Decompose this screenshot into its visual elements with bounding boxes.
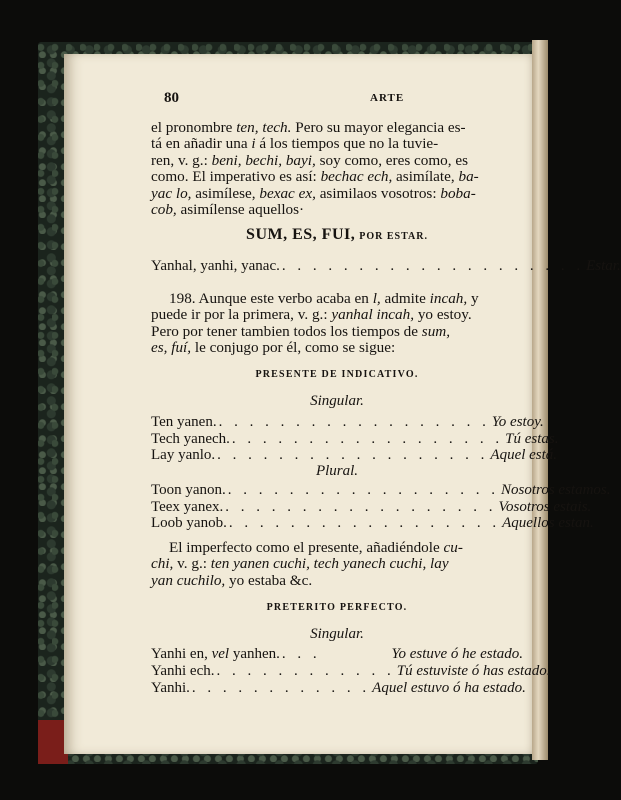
leader-dots: . . . . . . . . . . . . <box>191 680 371 696</box>
page-header <box>164 90 532 108</box>
conjugation-row: Yanhi ech. . . . . . . . . . . . . Tú estuviste ó has estado. <box>151 663 551 679</box>
conjugation-row: Yanhi en, vel yanhen. . . . Yo estuve ó he estado. <box>151 646 523 662</box>
conjugation-row: Loob yanob. . . . . . . . . . . . . . . . . . . Aquellos estan. <box>151 515 594 531</box>
p1-line: cob, asimílense aquellos· <box>151 201 305 219</box>
leader-dots: . . . . . . . . . . . . <box>216 663 395 679</box>
page-number: 80 <box>164 90 179 106</box>
p3-line: yan cuchilo, yo estaba &c. <box>151 571 313 589</box>
p3-line: chi, v. g.: ten yanen cuchi, tech yanech cuchi, lay <box>151 555 449 573</box>
leader-dots: . . . . . . . . . . . . . . . . . . <box>228 515 501 531</box>
leader-dots: . . . <box>281 646 321 662</box>
p1-line: como. El imperativo es así: bechac ech, asimílate, ba- <box>151 168 479 186</box>
conjugation-row: Lay yanlo. . . . . . . . . . . . . . . . . . . Aquel está. <box>151 447 558 463</box>
paragraph-1 <box>151 120 523 218</box>
leader-dots: . . . . . . . . . . . . . . . . . . <box>225 499 497 515</box>
leader-dots: . . . . . . . . . . . . . . . . . . <box>218 414 490 430</box>
leader-dots: . . . . . . . . . . . . . . . . . . <box>217 447 489 463</box>
p3-line: El imperfecto como el presente, añadiéndole cu- <box>169 539 463 556</box>
leader-dots: . . . . . . . . . . . . . . . . . . <box>227 482 500 498</box>
running-title: ARTE <box>370 92 405 104</box>
preterite-title: PRETERITO PERFECTO. <box>266 602 408 613</box>
preterite-singular-label: Singular. <box>310 626 364 642</box>
page-edges <box>532 40 548 760</box>
p2-line: 198. Aunque este verbo acaba en l, admite incah, y <box>169 290 479 307</box>
p1-line: ren, v. g.: beni, bechi, bayi, soy como, eres como, es <box>151 151 469 169</box>
conjugation-row: Toon yanon. . . . . . . . . . . . . . . . . . . Nosotros estamos. <box>151 482 611 498</box>
paragraph-2 <box>151 291 523 357</box>
book-page <box>64 54 621 754</box>
p1-line: tá en añadir una i á los tiempos que no la tuvie- <box>151 135 439 153</box>
p2-line: Pero por tener tambien todos los tiempos de sum, <box>151 322 451 340</box>
p1-line: el pronombre ten, tech. Pero su mayor elegancia es- <box>151 119 466 136</box>
leader-dots: . . . . . . . . . . . . . . . . . . . . <box>281 258 585 274</box>
conjugation-row: Yanhi. . . . . . . . . . . . . Aquel estuvo ó ha estado. <box>151 680 526 696</box>
leader-dots: . . . . . . . . . . . . . . . . . . <box>231 431 504 447</box>
present-singular-label: Singular. <box>310 393 364 409</box>
infinitive-row: Yanhal, yanhi, yanac. . . . . . . . . . . . . . . . . . . . . Estar. <box>151 258 621 274</box>
present-indicative-title: PRESENTE DE INDICATIVO. <box>255 369 419 380</box>
p2-line: puede ir por la primera, v. g.: yanhal incah, yo estoy. <box>151 306 472 324</box>
section-heading: SUM, ES, FUI, POR ESTAR. <box>246 226 428 243</box>
p2-line: es, fuí, le conjugo por él, como se sigue: <box>151 339 396 357</box>
paragraph-3 <box>151 540 523 589</box>
present-plural-label: Plural. <box>315 463 359 479</box>
conjugation-row: Tech yanech. . . . . . . . . . . . . . . . . . . Tú estas. <box>151 431 559 447</box>
conjugation-row: Ten yanen. . . . . . . . . . . . . . . . . . . Yo estoy. <box>151 414 544 430</box>
p1-line: yac lo, asimílese, bexac ex, asimilaos vosotros: boba- <box>151 184 476 202</box>
conjugation-row: Teex yanex. . . . . . . . . . . . . . . . . . . Vosotros estais. <box>151 499 592 515</box>
